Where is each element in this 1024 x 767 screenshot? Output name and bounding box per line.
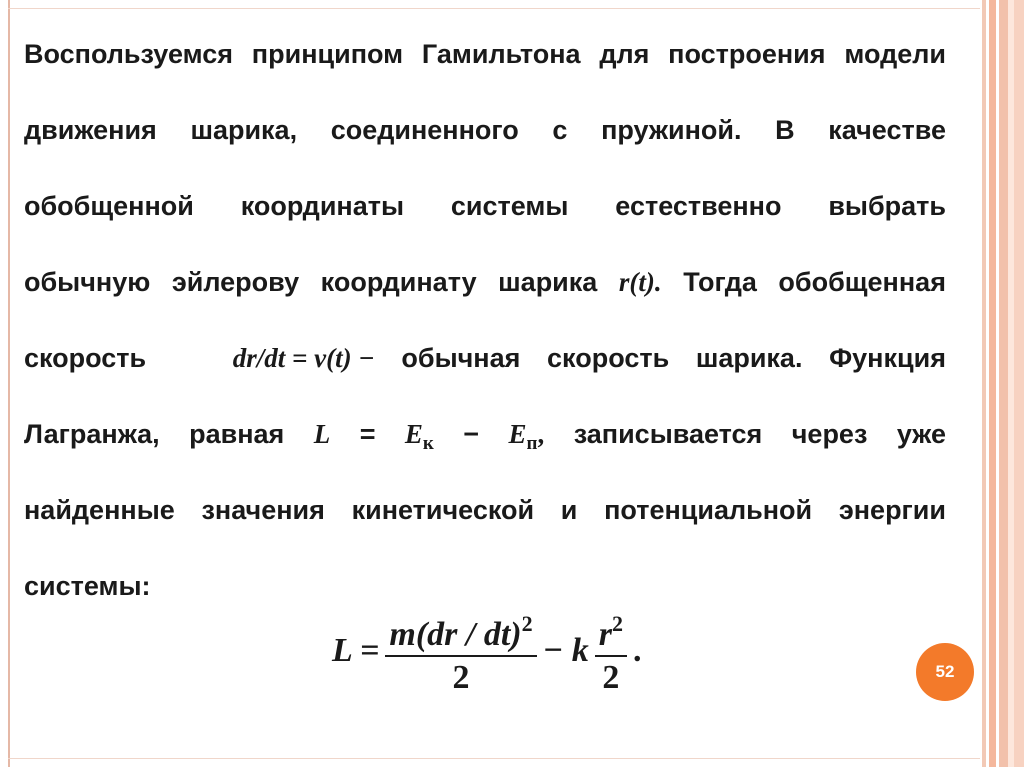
word: и <box>560 495 578 525</box>
text-line-5 <box>24 338 946 414</box>
math-E-kinetic <box>405 414 434 490</box>
word: для <box>599 39 650 69</box>
word: движения <box>24 115 157 145</box>
formula-period: . <box>632 632 642 669</box>
word: пружиной. <box>601 115 742 145</box>
formula-lhs: L = <box>332 632 380 669</box>
fraction-potential <box>595 604 627 699</box>
text-line-7 <box>24 490 946 566</box>
word: потенциальной <box>604 495 813 525</box>
word: обобщенная <box>778 267 946 297</box>
text-line-1 <box>24 34 946 110</box>
word: найденные <box>24 495 175 525</box>
word: качестве <box>828 115 946 145</box>
power: 2 <box>611 610 623 636</box>
fraction-denominator: 2 <box>452 658 470 696</box>
frame-top-border <box>8 8 980 9</box>
word: координаты <box>240 191 405 221</box>
word: соединенного <box>330 115 519 145</box>
word: модели <box>844 39 946 69</box>
word: шарика, <box>190 115 298 145</box>
word: скорость <box>24 343 147 373</box>
frame-bottom-border <box>8 758 980 759</box>
power: 2 <box>521 610 533 636</box>
subscript-k: к <box>422 433 434 454</box>
comma: , <box>537 419 545 449</box>
fraction-numerator <box>385 604 536 655</box>
text-line-2 <box>24 110 946 186</box>
word: равная <box>189 419 285 449</box>
text-line-4 <box>24 262 946 338</box>
word: обобщенной <box>24 191 194 221</box>
subscript-p: п <box>526 433 538 454</box>
word: значения <box>201 495 325 525</box>
word: системы: <box>24 571 151 601</box>
math-E: E <box>404 419 423 449</box>
math-E: E <box>508 419 527 449</box>
word: координату <box>320 267 477 297</box>
word: системы <box>450 191 569 221</box>
fraction-denominator: 2 <box>602 658 620 696</box>
inline-math-r-t: r(t). <box>618 267 662 297</box>
fraction-kinetic <box>385 604 536 699</box>
word: энергии <box>838 495 946 525</box>
math-minus: − <box>463 419 480 449</box>
numerator-text: m(dr / dt) <box>389 615 522 653</box>
page-number-badge: 52 <box>916 643 974 701</box>
math-E-potential <box>509 414 545 490</box>
minus-k: − k <box>542 632 589 669</box>
frame-left-border <box>8 0 10 767</box>
inline-math-velocity: dr/dt = v(t) − <box>232 343 375 373</box>
word: принципом <box>251 39 404 69</box>
math-L: L <box>313 419 331 449</box>
word: Тогда <box>683 267 757 297</box>
word: Гамильтона <box>421 39 581 69</box>
word: выбрать <box>828 191 946 221</box>
word: Функция <box>829 343 946 373</box>
word: шарика <box>498 267 598 297</box>
word: естественно <box>615 191 782 221</box>
word: обычную <box>24 267 151 297</box>
word: кинетической <box>351 495 535 525</box>
word: записывается <box>573 419 763 449</box>
math-equals: = <box>359 419 376 449</box>
slide-body-text <box>24 34 946 642</box>
fraction-numerator <box>595 604 627 655</box>
word: обычная <box>401 343 521 373</box>
word: Лагранжа, <box>24 419 160 449</box>
word: Воспользуемся <box>24 39 233 69</box>
word: шарика. <box>695 343 803 373</box>
text-line-6 <box>24 414 946 490</box>
word: В <box>775 115 795 145</box>
word: построения <box>668 39 826 69</box>
numerator-text: r <box>598 615 612 653</box>
word: с <box>552 115 568 145</box>
frame-right-stripes <box>980 0 1024 767</box>
word: скорость <box>547 343 670 373</box>
word: через <box>791 419 868 449</box>
lagrangian-formula <box>332 606 641 696</box>
text-line-3 <box>24 186 946 262</box>
word: уже <box>896 419 946 449</box>
word: эйлерову <box>171 267 300 297</box>
